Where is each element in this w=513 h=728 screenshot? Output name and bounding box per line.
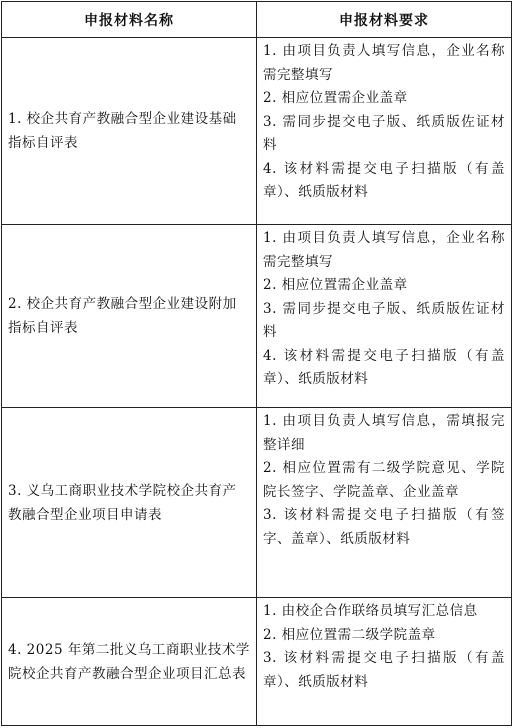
table-header-row [2,2,512,38]
requirement-item: 4. 该材料需提交电子扫描版（有盖章）、纸质版材料 [263,347,505,387]
table-row [2,408,512,598]
requirements-cell [257,598,512,726]
material-name-cell: 4. 2025 年第二批义乌工商职业技术学院校企共育产教融合型企业项目汇总表 [2,598,257,726]
requirement-item: 2. 相应位置需企业盖章 [263,90,408,106]
requirement-item: 2. 相应位置需企业盖章 [263,277,408,293]
requirement-item: 3. 该材料需提交电子扫描版（有盖章）、纸质版材料 [263,650,505,690]
table-row [2,38,512,225]
requirements-cell [257,38,512,225]
requirement-item: 1. 由项目负责人填写信息，企业名称需完整填写 [263,43,505,83]
requirement-item: 2. 相应位置需有二级学院意见、学院院长签字、学院盖章、企业盖章 [263,460,505,500]
requirement-item: 4. 该材料需提交电子扫描版（有盖章）、纸质版材料 [263,160,505,200]
table-row [2,598,512,726]
material-name-cell: 3. 义乌工商职业技术学院校企共育产教融合型企业项目申请表 [2,408,257,598]
requirement-item: 1. 由校企合作联络员填写汇总信息 [263,603,478,619]
requirements-cell [257,225,512,408]
requirement-item: 1. 由项目负责人填写信息，企业名称需完整填写 [263,230,505,270]
requirement-item: 3. 该材料需提交电子扫描版（有签字、盖章）、纸质版材料 [263,507,505,547]
requirement-item: 1. 由项目负责人填写信息，需填报完整详细 [263,413,505,453]
header-material-requirements: 申报材料要求 [257,2,512,38]
material-name-cell: 2. 校企共育产教融合型企业建设附加指标自评表 [2,225,257,408]
materials-table [1,1,512,726]
table-row [2,225,512,408]
requirement-item: 2. 相应位置需二级学院盖章 [263,626,436,643]
requirement-item: 3. 需同步提交电子版、纸质版佐证材料 [263,300,505,340]
requirements-cell [257,408,512,598]
header-material-name: 申报材料名称 [2,2,257,38]
requirement-item: 3. 需同步提交电子版、纸质版佐证材料 [263,113,505,153]
material-name-cell: 1. 校企共育产教融合型企业建设基础指标自评表 [2,38,257,225]
